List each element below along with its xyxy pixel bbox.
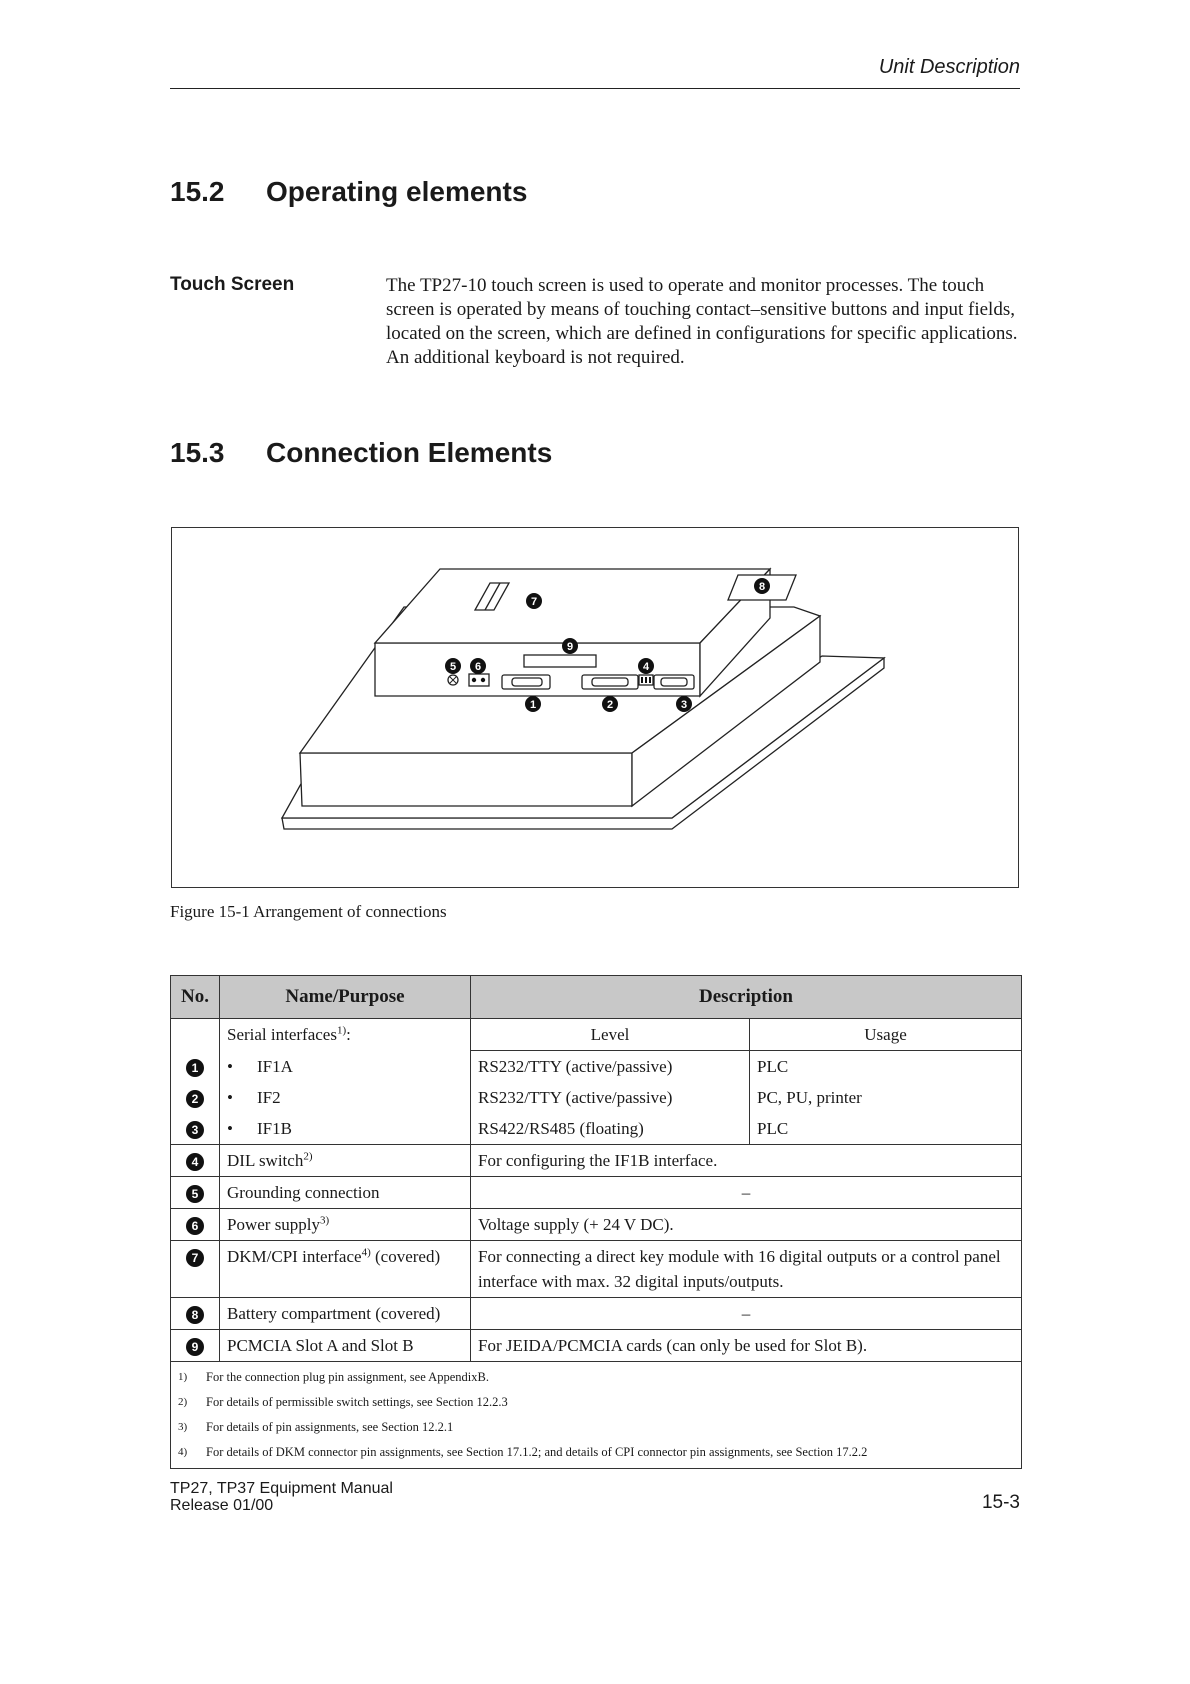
header-name: Name/Purpose [220,976,471,1019]
row-description: For connecting a direct key module with 16 digital outputs or a control panel interface with max. 32 digital inputs/outputs. [471,1241,1022,1298]
header-rule [170,88,1020,89]
marker-1 [525,696,541,712]
table-row: 1 • IF1A RS232/TTY (active/passive) PLC [171,1051,1022,1083]
row-usage: PLC [750,1113,1022,1145]
number-badge: 2 [186,1090,204,1108]
row-usage: PLC [750,1051,1022,1083]
serial-label: Serial interfaces$^{1)}$: [220,1019,471,1051]
row-name: IF1A [257,1056,293,1076]
connection-table [170,975,1022,1469]
touch-screen-paragraph: The TP27-10 touch screen is used to operate and monitor processes. The touch screen is operated by means of touching contact–sensitive buttons and input fields, located on the screen, which are defined in configurations for specific applications. An additional keyboard is not required. [386,275,1018,368]
svg-text:7: 7 [530,596,538,608]
row-name: PCMCIA Slot A and Slot B [220,1330,471,1362]
row-name: IF1B [257,1119,292,1138]
table-row [171,1298,1022,1330]
row-name: Power supply$^{3)}$ [220,1209,471,1241]
row-level: RS422/RS485 (floating) [471,1113,750,1145]
svg-text:4: 4 [642,661,650,673]
row-level: RS232/TTY (active/passive) [471,1082,750,1113]
svg-text:2: 2 [606,699,614,711]
page-number: 15-3 [981,1492,1020,1513]
marker-6 [470,658,486,674]
svg-text:6: 6 [474,661,482,673]
footnote: 4) For details of DKM connector pin assignments, see Section 17.1.2; and details of CPI connector pin assignments, see Section 17.2.2 [178,1445,868,1459]
table-row [171,1145,1022,1177]
row-name: IF2 [257,1088,281,1107]
marker-8 [754,578,770,594]
level-header: Level [471,1019,750,1051]
footnote: 1) For the connection plug pin assignment, see AppendixB. [178,1370,489,1384]
row-name: Grounding connection [220,1177,471,1209]
number-badge: 4 [186,1153,204,1171]
section-number: 15.3 [170,437,225,468]
serial-header-row [171,1019,1022,1051]
header-no: No. [171,976,220,1019]
svg-text:5: 5 [449,661,457,673]
number-badge: 9 [186,1338,204,1356]
section-title: Connection Elements [266,437,553,468]
footnotes [171,1362,1022,1469]
section-title: Operating elements [266,176,528,207]
marker-2 [602,696,618,712]
pcmcia-slot [524,655,596,667]
row-usage: PC, PU, printer [750,1082,1022,1113]
touch-screen-label: Touch Screen [170,274,295,295]
number-badge: 7 [186,1249,204,1267]
footer-manual-info [170,1480,393,1514]
table-row [171,1209,1022,1241]
row-description: For configuring the IF1B interface. [471,1145,1022,1177]
marker-9 [562,638,578,654]
svg-text:9: 9 [566,641,574,653]
table-row: 2 • IF2 RS232/TTY (active/passive) PC, PU, printer [171,1082,1022,1113]
footnote: 3) For details of pin assignments, see Section 12.2.1 [178,1420,454,1434]
number-badge: 5 [186,1185,204,1203]
connection-figure [171,527,1019,888]
number-badge: 1 [186,1059,204,1077]
row-description: Voltage supply (+ 24 V DC). [471,1209,1022,1241]
number-badge: 6 [186,1217,204,1235]
marker-5 [445,658,461,674]
number-badge: 3 [186,1121,204,1139]
row-description: – [471,1177,1022,1209]
figure-caption: Figure 15-1 Arrangement of connections [170,902,447,921]
number-badge: 8 [186,1306,204,1324]
svg-text:3: 3 [680,699,688,711]
marker-7 [526,593,542,609]
panel-drawing [172,528,1018,887]
svg-text:1: 1 [529,699,537,711]
front-bezel [300,753,632,806]
section-number: 15.2 [170,176,225,207]
row-name: Battery compartment (covered) [220,1298,471,1330]
row-name: DIL switch$^{2)}$ [220,1145,471,1177]
svg-text:8: 8 [758,581,766,593]
manual-title: TP27, TP37 Equipment Manual [170,1480,393,1497]
footnote: 2) For details of permissible switch settings, see Section 12.2.3 [178,1395,508,1409]
marker-3 [676,696,692,712]
section-heading-15-3 [170,437,552,469]
usage-header: Usage [750,1019,1022,1051]
row-name: DKM/CPI interface$^{4)}$ (covered) [220,1241,471,1298]
table-row: 3 • IF1B RS422/RS485 (floating) PLC [171,1113,1022,1145]
section-heading-15-2 [170,176,527,208]
marker-4 [638,658,654,674]
row-description: For JEIDA/PCMCIA cards (can only be used for Slot B). [471,1330,1022,1362]
release-info: Release 01/00 [170,1497,274,1514]
row-description: – [471,1298,1022,1330]
table-row [171,1177,1022,1209]
table-row [171,1330,1022,1362]
table-row [171,1241,1022,1298]
header-description: Description [471,976,1022,1019]
row-level: RS232/TTY (active/passive) [471,1051,750,1083]
running-header: Unit Description [878,56,1020,78]
